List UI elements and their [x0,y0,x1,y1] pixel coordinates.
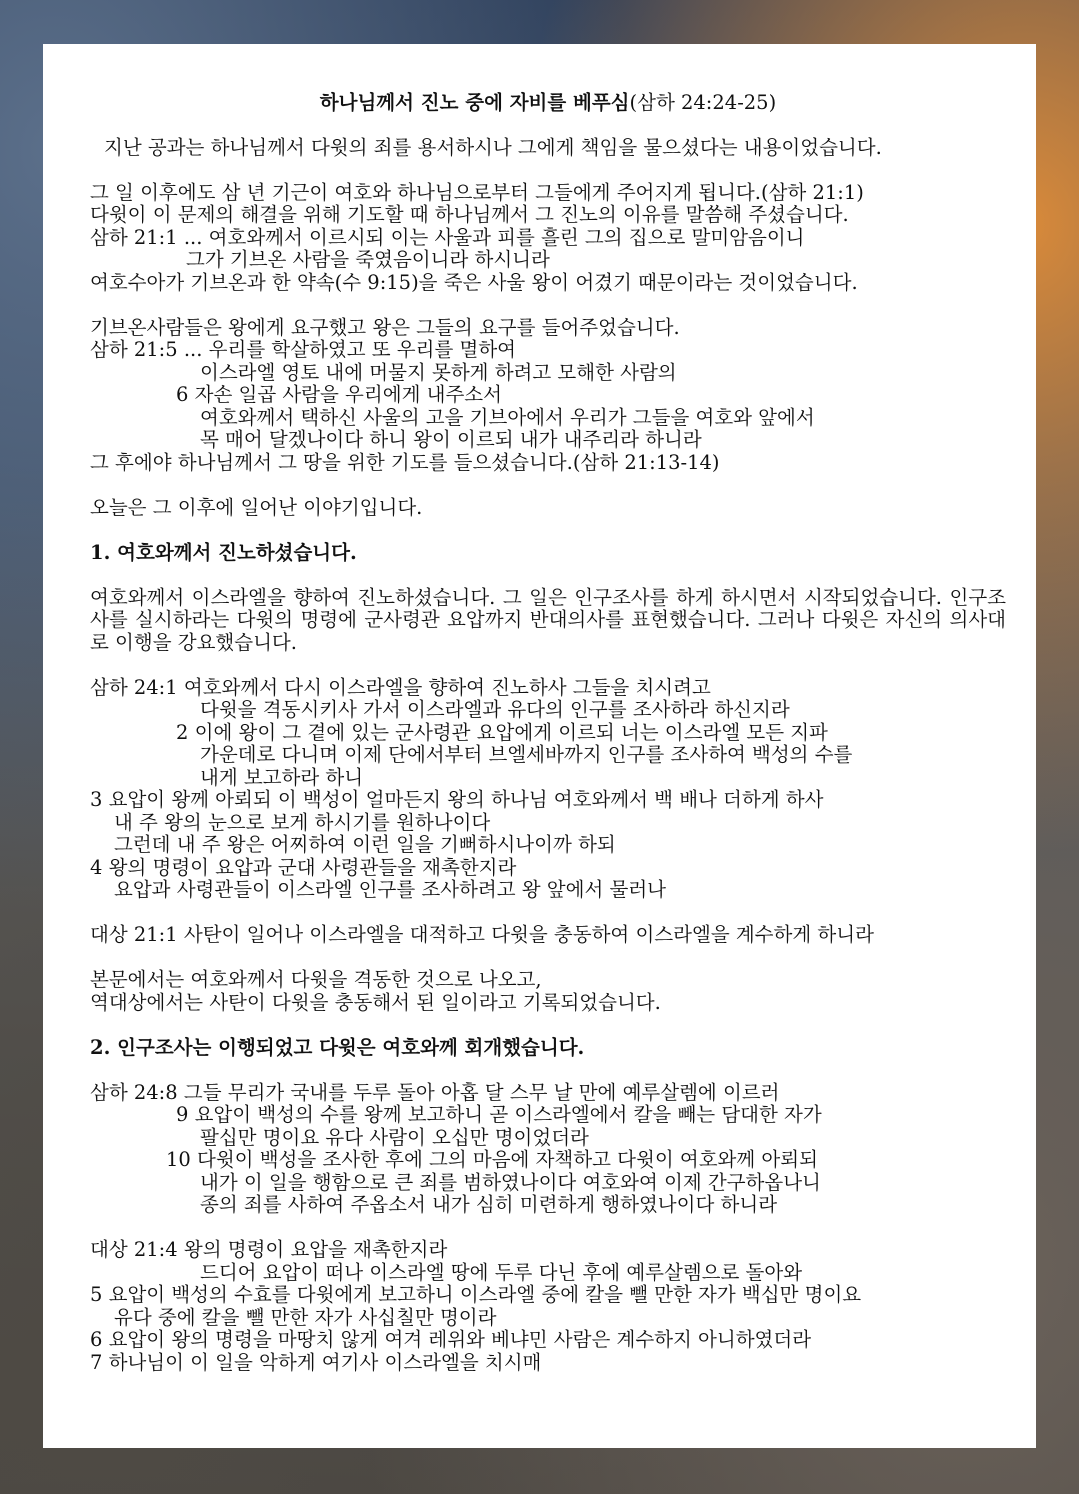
title-main: 하나님께서 진노 중에 자비를 베푸심 [319,91,630,114]
para1-line: 그가 기브온 사람을 죽였음이니라 하시니라 [186,248,550,271]
para2-line: 6 자손 일곱 사람을 우리에게 내주소서 [176,383,502,406]
document-page [43,44,1036,1448]
para1-line: 삼하 21:1 ... 여호와께서 이르시되 이는 사울과 피를 흘린 그의 집으로 말미암음이니 [90,225,805,249]
verse-line: 요압과 사령관들이 이스라엘 인구를 조사하려고 왕 앞에서 물러나 [114,878,666,901]
verse-line: 2 이에 왕이 그 곁에 있는 군사령관 요압에게 이르되 너는 이스라엘 모든 지파 [176,720,828,744]
verse-line: 드디어 요압이 떠나 이스라엘 땅에 두루 다닌 후에 예루살렘으로 돌아와 [200,1260,803,1284]
section-heading-1: 1. 여호와께서 진노하셨습니다. [90,540,357,564]
verse-line: 가운데로 다니며 이제 단에서부터 브엘세바까지 인구를 조사하여 백성의 수를 [200,743,853,766]
verse-line: 삼하 24:1 여호와께서 다시 이스라엘을 향하여 진노하사 그들을 치시려고 [90,675,711,699]
para2-line: 여호와께서 택하신 사울의 고을 기브아에서 우리가 그들을 여호와 앞에서 [200,405,815,429]
verse-line: 6 요압이 왕의 명령을 마땅치 않게 여겨 레위와 베냐민 사람은 계수하지 아니하였더라 [90,1328,812,1351]
verse-line: 유다 중에 칼을 뺄 만한 자가 사십칠만 명이라 [114,1305,497,1329]
verse-line: 삼하 24:8 그들 무리가 국내를 두루 돌아 아홉 달 스무 날 만에 예루살렘에 이르러 [90,1080,780,1104]
para1-line: 그 일 이후에도 삼 년 기근이 여호와 하나님으로부터 그들에게 주어지게 됩니다.(삼하 21:1) [90,180,864,204]
verse-line: 9 요압이 백성의 수를 왕께 보고하니 곧 이스라엘에서 칼을 빼는 담대한 자가 [176,1103,822,1126]
para4-line: 본문에서는 여호와께서 다윗을 격동한 것으로 나오고, [90,968,542,991]
para2-line: 목 매어 달겠나이다 하니 왕이 이르되 내가 내주리라 하니라 [200,428,702,451]
title-reference: (삼하 24:24-25) [629,91,777,114]
verse-line: 7 하나님이 이 일을 악하게 여기사 이스라엘을 치시매 [90,1350,542,1374]
verse-line: 4 왕의 명령이 요압과 군대 사령관들을 재촉한지라 [90,855,517,879]
para4-line: 역대상에서는 사탄이 다윗을 충동해서 된 일이라고 기록되었습니다. [90,990,661,1014]
verse-line: 내 주 왕의 눈으로 보게 하시기를 원하나이다 [114,810,491,834]
verse-line: 내게 보고하라 하니 [200,765,364,789]
verse-line: 다윗을 격동시키사 가서 이스라엘과 유다의 인구를 조사하라 하신지라 [200,698,790,721]
para2-line: 그 후에야 하나님께서 그 땅을 위한 기도를 들으셨습니다.(삼하 21:13-14) [90,450,720,474]
para3-text: 여호와께서 이스라엘을 향하여 진노하셨습니다. 그 일은 인구조사를 하게 하시면서 시작되었습니다. 인구조사를 실시하라는 다윗의 명령에 군사령관 요압까지 반대의사를 표현했습니다. 그러나 다윗은 자신의 의사대로 이행을 강요했습니다. [90,585,1006,654]
verse-line: 종의 죄를 사하여 주옵소서 내가 심히 미련하게 행하였나이다 하니라 [200,1193,778,1216]
verse-line: 3 요압이 왕께 아뢰되 이 백성이 얼마든지 왕의 하나님 여호와께서 백 배나 더하게 하사 [90,788,824,811]
para2-line: 삼하 21:5 ... 우리를 학살하였고 또 우리를 멸하여 [90,338,517,361]
today-line: 오늘은 그 이후에 일어난 이야기입니다. [90,495,423,519]
verse-line: 대상 21:4 왕의 명령이 요압을 재촉한지라 [90,1238,448,1261]
verse-line: 내가 이 일을 행함으로 큰 죄를 범하였나이다 여호와여 이제 간구하옵나니 [200,1170,821,1194]
page-title [90,92,1006,115]
section-heading-2: 2. 인구조사는 이행되었고 다윗은 여호와께 회개했습니다. [90,1035,585,1059]
para1-line: 여호수아가 기브온과 한 약속(수 9:15)을 죽은 사울 왕이 어겼기 때문이라는 것이었습니다. [90,270,858,294]
verse-line: 5 요압이 백성의 수효를 다윗에게 보고하니 이스라엘 중에 칼을 뺄 만한 자가 백십만 명이요 [90,1283,862,1306]
verse-line: 10 다윗이 백성을 조사한 후에 그의 마음에 자책하고 다윗이 여호와께 아뢰되 [166,1148,818,1171]
verse-line: 팔십만 명이요 유다 사람이 오십만 명이었더라 [200,1125,589,1149]
para2-line: 이스라엘 영토 내에 머물지 못하게 하려고 모해한 사람의 [200,360,677,384]
para1-line: 다윗이 이 문제의 해결을 위해 기도할 때 하나님께서 그 진노의 이유를 말씀해 주셨습니다. [90,203,849,226]
intro-line: 지난 공과는 하나님께서 다윗의 죄를 용서하시나 그에게 책임을 물으셨다는 내용이었습니다. [104,135,882,159]
verse-line: 대상 21:1 사탄이 일어나 이스라엘을 대적하고 다윗을 충동하여 이스라엘을 계수하게 하니라 [90,923,874,946]
verse-line: 그런데 내 주 왕은 어찌하여 이런 일을 기뻐하시나이까 하되 [114,833,616,856]
para2-line: 기브온사람들은 왕에게 요구했고 왕은 그들의 요구를 들어주었습니다. [90,315,680,339]
